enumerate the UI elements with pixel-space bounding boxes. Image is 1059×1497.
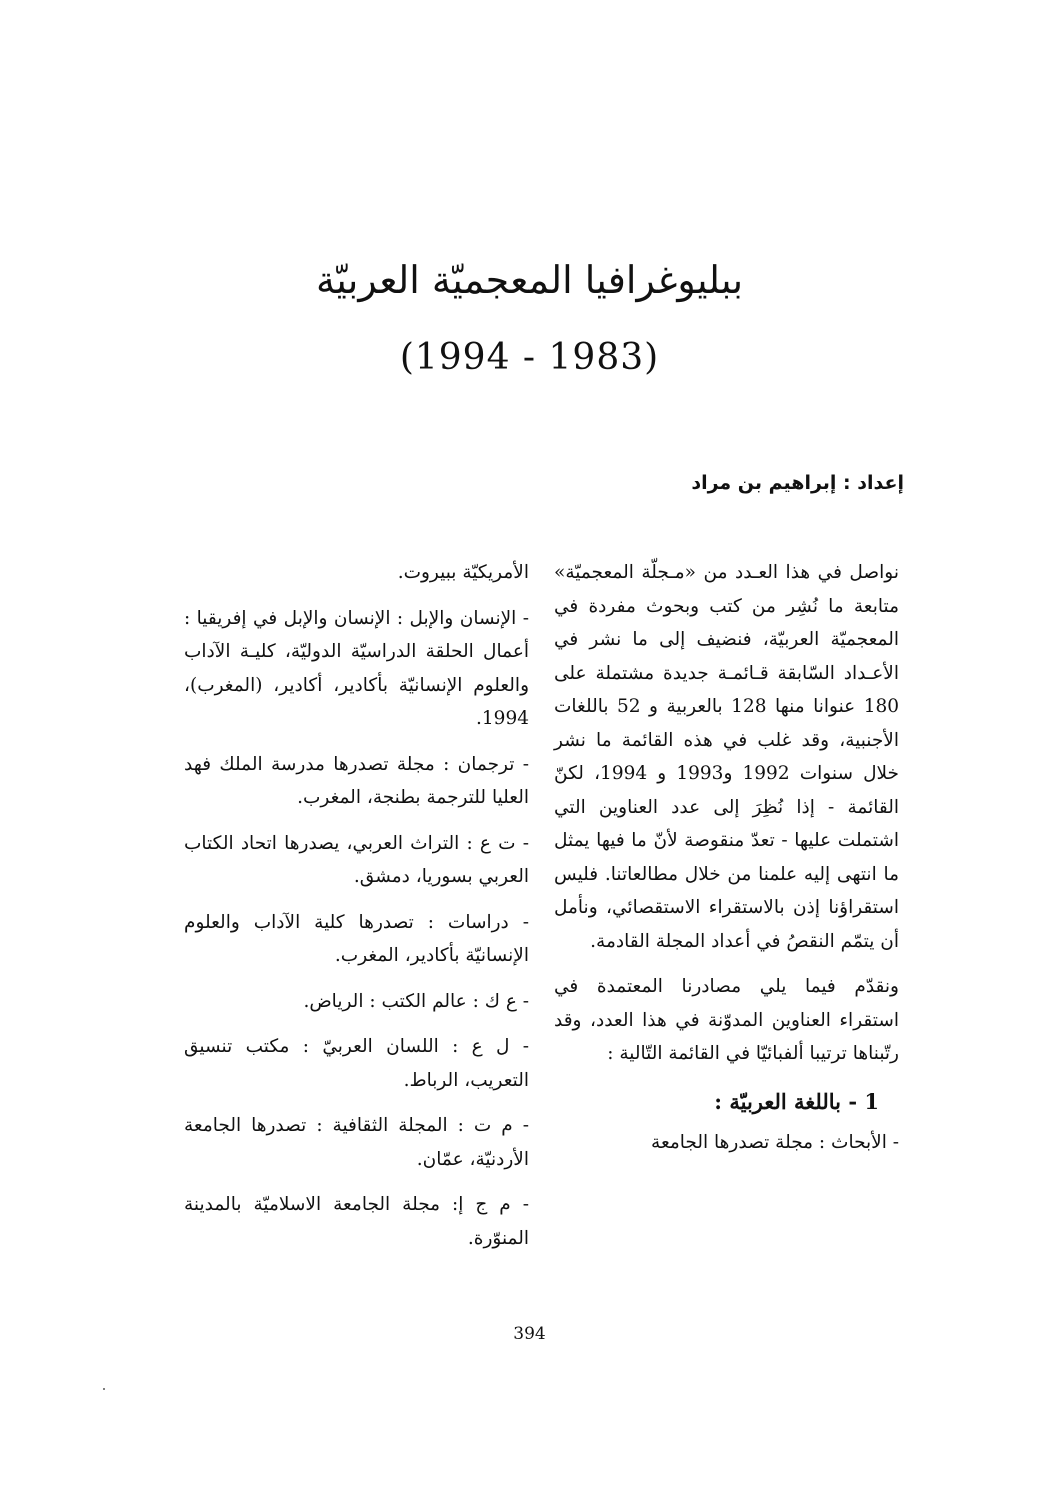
sources-intro-paragraph: ونقدّم فيما يلي مصادرنا المعتمدة في استقراء العناوين المدوّنة في هذا العدد، وقد رتّبناها ترتيبا ألفبائيّا في القائمة التّالية : (554, 976, 899, 1064)
source-entry: - دراسات : تصدرها كلية الآداب والعلوم الإنسانيّة بأكادير، المغرب. (184, 911, 529, 966)
source-entry: - ت ع : التراث العربي، يصدرها اتحاد الكتاب العربي بسوريا، دمشق. (184, 832, 529, 887)
source-entry: - ل ع : اللسان العربيّ : مكتب تنسيق التعريب، الرباط. (184, 1036, 529, 1091)
document-title: ببليوغرافيا المعجميّة العربيّة (315, 258, 744, 302)
author-credit: إعداد : إبراهيم بن مراد (691, 472, 904, 494)
source-entry: - ع ك : عالم الكتب : الرياض. (303, 990, 529, 1012)
left-column (184, 556, 529, 1267)
source-entry: - ترجمان : مجلة تصدرها مدرسة الملك فهد العليا للترجمة بطنجة، المغرب. (184, 753, 529, 808)
page-number: 394 (513, 1324, 546, 1344)
source-entry: - الأبحاث : مجلة تصدرها الجامعة (651, 1132, 899, 1153)
right-column (554, 556, 899, 1172)
source-entry-continuation: الأمريكيّة ببيروت. (397, 562, 529, 583)
scan-speck (103, 1388, 105, 1390)
source-entry: - الإنسان والإبل : الإنسان والإبل في إفريقيا : أعمال الحلقة الدراسيّة الدوليّة، كليـة الآداب والعلوم الإنسانيّة بأكادير، أكادير، (المغرب)، 1994. (184, 607, 529, 729)
intro-paragraph: نواصل في هذا العـدد من «مـجلّة المعجميّة» متابعة ما نُشِر من كتب وبحوث مفردة في المعجميّة العربيّة، فنضيف إلى ما نشر في الأعـداد السّابقة قـائمـة جديدة مشتملة على 180 عنوانا منها 128 بالعربية و 52 باللغات الأجنبية، وقد غلب في هذه القائمة ما نشر خلال سنوات 1992 و1993 و 1994، لكنّ القائمة - إذا نُظِرَ إلى عدد العناوين التي اشتملت عليها - تعدّ منقوصة لأنّ ما فيها يمثل ما انتهى إليه علمنا من خلال مطالعاتنا. فليس استقراؤنا إذن بالاستقراء الاستقصائي، ونأمل أن يتمّم النقصُ في أعداد المجلة القادمة. (554, 562, 900, 952)
document-subtitle-years: (1994 - 1983) (399, 337, 660, 378)
section-heading-arabic: 1 - باللغة العربيّة : (714, 1088, 879, 1114)
source-entry: - م ت : المجلة الثقافية : تصدرها الجامعة الأردنيّة، عمّان. (184, 1115, 529, 1170)
source-entry: - م ج إ: مجلة الجامعة الاسلاميّة بالمدينة المنوّرة. (184, 1194, 529, 1249)
